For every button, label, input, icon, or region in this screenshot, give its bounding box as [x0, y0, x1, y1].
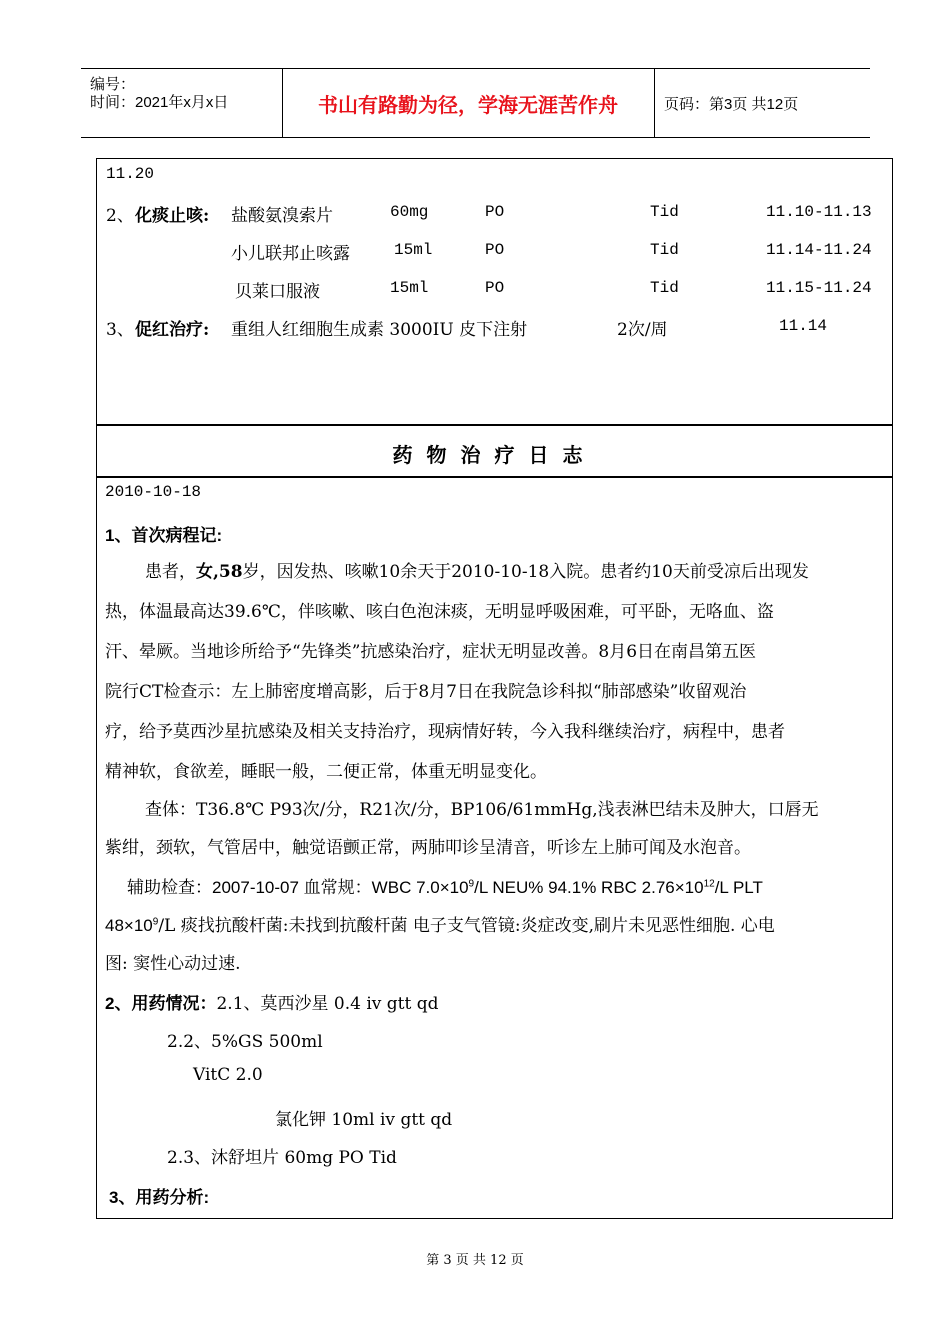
- section-title: 药物治疗日志: [392, 443, 597, 467]
- page-label: 页码：第3页 共12页: [664, 96, 799, 113]
- med-line: VitC 2.0: [193, 1065, 263, 1085]
- aux-line: 辅助检查：2007-10-07 血常规：WBC $7.0\times 10^9/L$ NEU% 94.1% RBC $2.76\times 10^{12}/L$ PLT: [127, 878, 763, 897]
- row-category: 化痰止咳:: [135, 206, 210, 226]
- first-line: 11.20: [106, 165, 155, 183]
- med-line: 2、用药情况：2.1、莫西沙星 0.4 iv gtt qd: [105, 994, 439, 1014]
- paragraph-line: 患者，女,58岁，因发热、咳嗽10余天于2010-10-18入院。患者约10天前受凉后出现发: [145, 562, 809, 582]
- exam-line: 查体：T36.8℃ P93次/分，R21次/分，BP106/61mmHg,浅表淋巴结未及肿大，口唇无: [145, 800, 819, 820]
- log-date: 2010-10-18: [105, 483, 202, 501]
- section-heading: 1、首次病程记:: [105, 526, 223, 545]
- motto: 书山有路勤为径，学海无涯苦作舟: [282, 69, 655, 137]
- row-category: 促红治疗:: [135, 320, 210, 340]
- log-title-box: [96, 424, 893, 478]
- code-label: 编号：: [90, 76, 136, 93]
- page-header: [81, 68, 870, 138]
- med-line: 2.3、沐舒坦片 60mg PO Tid: [167, 1148, 397, 1168]
- page-footer: 第 3 页 共 12 页: [426, 1253, 524, 1268]
- date-label: 时间：2021年x月x日: [90, 94, 229, 111]
- aux-line: 图: 窦性心动过速.: [105, 954, 241, 974]
- row-drug: 贝莱口服液: [235, 282, 320, 302]
- medication-table: 11.20 2、 化痰止咳: 盐酸氨溴索片 60mg PO Tid 11.10-11.13 小儿联邦止咳露 15ml PO Tid 11.14-11.24 贝莱口服液 15ml PO Tid 11.15-11.24 3、 促红治疗: 重组人红细胞生成素 3000IU 皮下注射 2次/周 11.14: [96, 158, 893, 426]
- paragraph-line: 精神软，食欲差，睡眠一般，二便正常，体重无明显变化。: [105, 762, 547, 782]
- aux-line: $48\times 10^9/L$ 痰找抗酸杆菌:未找到抗酸杆菌 电子支气管镜:炎症改变,刷片未见恶性细胞. 心电: [105, 916, 775, 936]
- paragraph-line: 院行CT检查示：左上肺密度增高影，后于8月7日在我院急诊科拟“肺部感染”收留观治: [105, 682, 747, 702]
- section-heading: 3、用药分析:: [109, 1188, 210, 1207]
- paragraph-line: 疗，给予莫西沙星抗感染及相关支持治疗，现病情好转，今入我科继续治疗，病程中，患者: [105, 722, 785, 742]
- row-drug: 重组人红细胞生成素 3000IU 皮下注射: [231, 320, 528, 340]
- row-drug: 盐酸氨溴索片: [231, 206, 333, 226]
- paragraph-line: 热，体温最高达39.6℃，伴咳嗽、咳白色泡沫痰，无明显呼吸困难，可平卧，无咯血、盗: [105, 602, 774, 622]
- row-drug: 小儿联邦止咳露: [231, 244, 350, 264]
- med-line: 氯化钾 10ml iv gtt qd: [275, 1110, 453, 1130]
- paragraph-line: 汗、晕厥。当地诊所给予“先锋类”抗感染治疗，症状无明显改善。8月6日在南昌第五医: [105, 642, 757, 662]
- med-line: 2.2、5%GS 500ml: [167, 1032, 323, 1052]
- log-body: [96, 476, 893, 1219]
- exam-line: 紫绀，颈软，气管居中，触觉语颤正常，两肺叩诊呈清音，听诊左上肺可闻及水泡音。: [105, 838, 751, 858]
- header-meta: [81, 69, 283, 137]
